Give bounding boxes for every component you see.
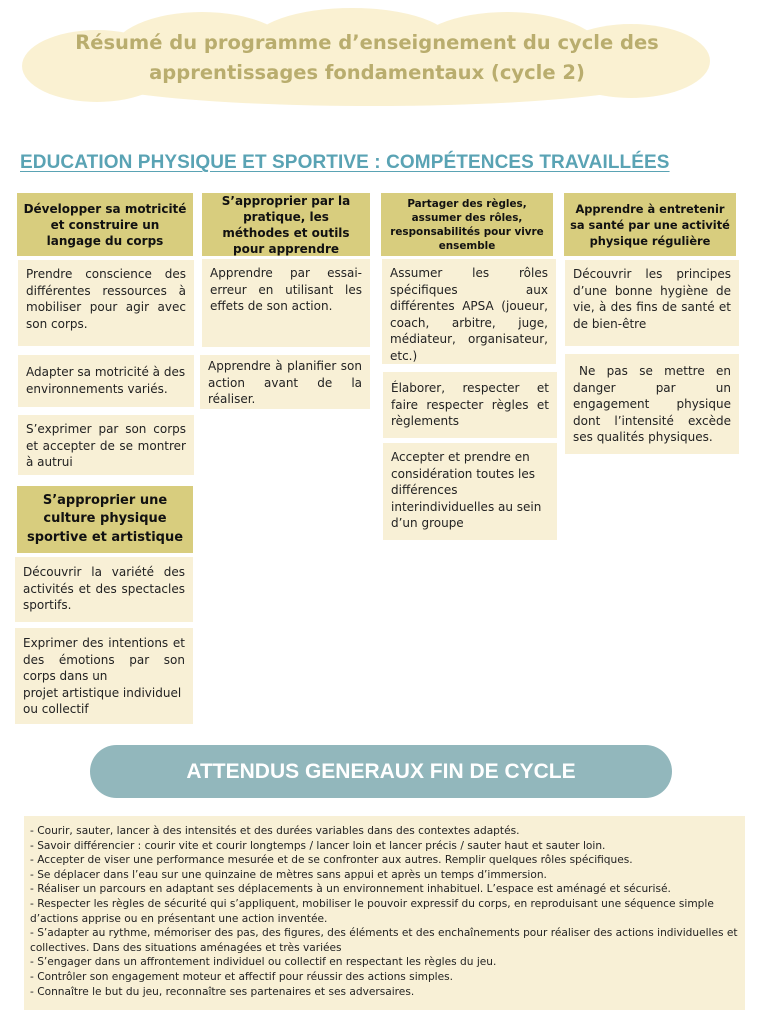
card-text: Découvrir les principes d’une bonne hygiène de vie, à des fins de santé et de bien-être [573, 267, 731, 331]
card-text: Accepter et prendre en considération toutes les différences interindividuelles au sein d’un groupe [391, 450, 542, 530]
list-item: - Contrôler son engagement moteur et affectif pour réussir des actions simples. [30, 970, 454, 983]
card-sante-2 [565, 354, 739, 454]
section-heading: EDUCATION PHYSIQUE ET SPORTIVE : COMPÉTENCES TRAVAILLÉES [20, 152, 670, 173]
card-regles-1 [382, 259, 556, 364]
card-motricite-1 [18, 260, 194, 346]
card-text: Découvrir la variété des activités et des spectacles sportifs. [23, 565, 185, 612]
list-item: - S’engager dans un affrontement individuel ou collectif en respectant les règles du jeu. [30, 956, 497, 969]
card-text: S’exprimer par son corps et accepter de se montrer à autrui [26, 422, 186, 469]
list-item: - Savoir différencier : courir vite et courir longtemps / lancer loin et lancer précis / sauter haut et sauter loin. [30, 839, 606, 852]
card-motricite-2 [18, 355, 194, 407]
list-item: - Courir, sauter, lancer à des intensités et des durées variables dans des contextes adaptés. [30, 825, 520, 837]
card-text: Ne pas se mettre en danger par un engagement physique dont l’intensité excède ses qualités physiques. [573, 364, 731, 444]
column-header-culture: S’approprier une culture physique sportive et artistique [17, 486, 193, 553]
card-motricite-3 [18, 415, 194, 475]
card-text: Élaborer, respecter et faire respecter règles et règlements [391, 381, 549, 428]
card-methodes-1 [202, 259, 370, 347]
card-text: Exprimer des intentions et des émotions par son corps dans un [23, 636, 185, 683]
column-header-motricite: Développer sa motricité et construire un langage du corps [17, 193, 193, 256]
list-item: - Accepter de viser une performance mesurée et de se confronter aux autres. Remplir quelques rôles spécifiques. [30, 854, 633, 867]
card-methodes-2 [200, 355, 370, 409]
list-item: - Connaître le but du jeu, reconnaître ses partenaires et ses adversaires. [30, 985, 415, 998]
list-item: - Réaliser un parcours en adaptant ses déplacements à un environnement inhabituel. L’espace est aménagé et sécurisé. [30, 883, 671, 896]
list-item: - S’adapter au rythme, mémoriser des pas, des figures, des éléments et des enchaînements pour réaliser des actions individuelles et collectives. Dans des situations aménagées et très variées [30, 927, 738, 954]
card-text: Apprendre par essai-erreur en utilisant les effets de son action. [210, 266, 362, 313]
card-culture-2 [15, 628, 193, 724]
card-regles-3 [383, 443, 557, 540]
column-header-methodes: S’approprier par la pratique, les méthodes et outils pour apprendre [202, 193, 370, 256]
card-sante-1 [565, 260, 739, 346]
attendus-title: ATTENDUS GENERAUX FIN DE CYCLE [90, 745, 672, 798]
card-text: projet artistique individuel ou collectif [23, 685, 182, 716]
card-text: Apprendre à planifier son action avant de la réaliser. [208, 359, 362, 406]
list-item: - Se déplacer dans l’eau sur une quinzaine de mètres sans appui et après un temps d’immersion. [30, 868, 547, 881]
column-header-regles: Partager des règles, assumer des rôles, responsabilités pour vivre ensemble [381, 193, 553, 256]
page-title [22, 28, 712, 88]
card-text: Prendre conscience des différentes ressources à mobiliser pour agir avec son corps. [26, 267, 186, 331]
card-regles-2 [383, 372, 557, 438]
title-line-1: Résumé du programme d’enseignement du cycle des [75, 31, 659, 54]
card-text: Adapter sa motricité à des environnements variés. [26, 365, 186, 396]
column-header-sante: Apprendre à entretenir sa santé par une activité physique régulière [564, 193, 736, 256]
title-line-2: apprentissages fondamentaux (cycle 2) [149, 61, 585, 84]
title-cloud [22, 8, 712, 108]
card-text: Assumer les rôles spécifiques aux différentes APSA (joueur, coach, arbitre, juge, médiateur, organisateur, etc.) [390, 266, 548, 363]
attendus-list [24, 816, 745, 1010]
card-culture-1 [15, 557, 193, 622]
list-item: - Respecter les règles de sécurité qui s’appliquent, mobiliser le pouvoir expressif du corps, en reproduisant une séquence simple d’actions apprise ou en présentant une action inventée. [30, 897, 714, 925]
